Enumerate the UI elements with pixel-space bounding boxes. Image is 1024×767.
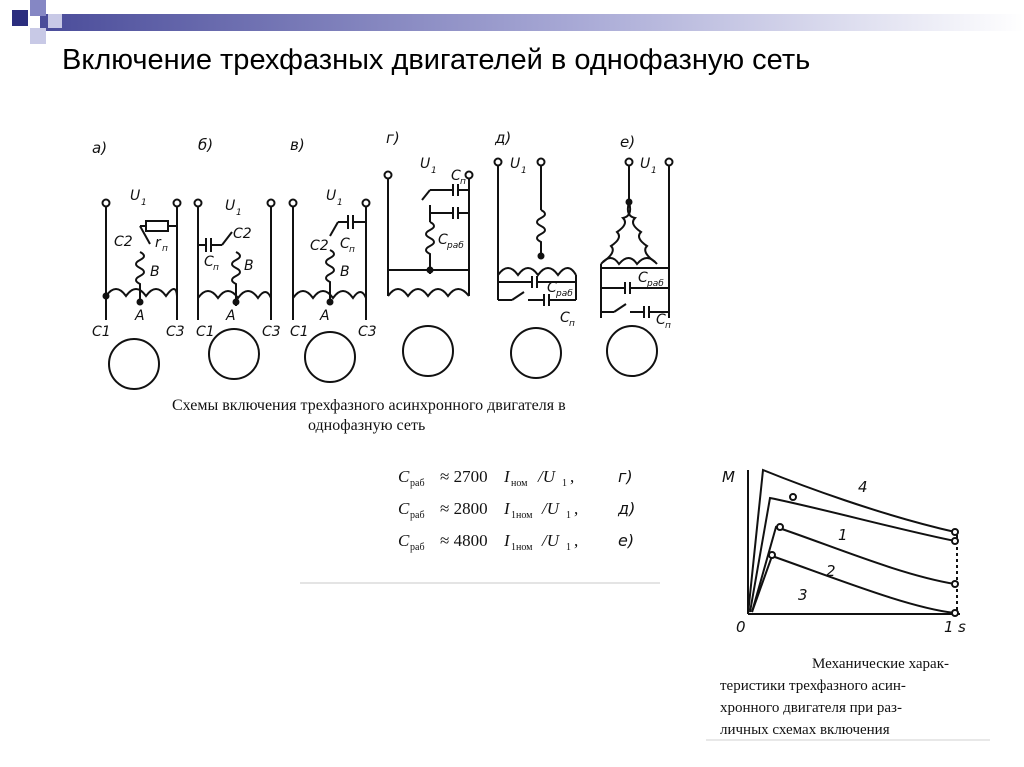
label-a: A	[320, 308, 330, 324]
graph-caption-line2: теристики трехфазного асин-	[720, 678, 906, 694]
svg-text:≈ 4800: ≈ 4800	[440, 531, 488, 550]
label-u1-sub: 1	[141, 198, 147, 208]
svg-text:раб: раб	[410, 478, 425, 489]
svg-text:1: 1	[566, 510, 571, 521]
label-u1: U	[130, 188, 141, 204]
svg-text:C: C	[398, 499, 410, 518]
svg-text:C: C	[398, 467, 410, 486]
label-u1: U	[510, 156, 521, 172]
svg-text:I: I	[504, 531, 510, 550]
svg-text:,: ,	[574, 499, 579, 518]
svg-text:раб: раб	[410, 542, 425, 553]
label-c3: C3	[166, 324, 185, 340]
figure-caption-line2: однофазную сеть	[308, 417, 426, 434]
graph-x-end: 1	[944, 618, 954, 636]
figure-caption-line1: Схемы включения трехфазного асинхронного двигателя в	[172, 397, 566, 414]
label-crab-sub: раб	[447, 241, 464, 251]
label-u1: U	[326, 188, 337, 204]
curve-label-4: 4	[858, 478, 868, 496]
svg-text:I: I	[504, 467, 510, 486]
label-u1-sub: 1	[651, 166, 657, 176]
label-crab: C	[547, 280, 557, 296]
label-cp: C	[560, 310, 570, 326]
label-u1-sub: 1	[337, 198, 343, 208]
svg-text:/U: /U	[538, 467, 555, 486]
svg-text:1: 1	[566, 542, 571, 553]
label-cp-sub: п	[665, 321, 671, 331]
label-u1-sub: 1	[521, 166, 527, 176]
svg-text:раб: раб	[410, 510, 425, 521]
label-cp: C	[451, 168, 461, 184]
label-b: B	[244, 258, 254, 274]
svg-text:1ном: 1ном	[511, 542, 533, 553]
label-cp-sub: п	[460, 177, 466, 187]
label-u1: U	[225, 198, 236, 214]
curve-label-1: 1	[838, 526, 848, 544]
scheme-a	[103, 200, 181, 390]
label-cp: C	[656, 312, 666, 328]
scheme-letter-e: е)	[620, 133, 636, 151]
label-cp-sub: п	[569, 319, 575, 329]
label-a: A	[226, 308, 236, 324]
scheme-letter-b: б)	[198, 136, 214, 154]
label-c3: C3	[262, 324, 281, 340]
formula-d	[398, 499, 635, 521]
graph-y-label: M	[722, 468, 735, 486]
mechanical-characteristics-graph	[748, 470, 960, 616]
label-u1: U	[420, 156, 431, 172]
formula-g	[398, 467, 633, 489]
svg-text:д): д)	[618, 499, 636, 518]
svg-text:е): е)	[618, 531, 635, 550]
svg-text:,: ,	[570, 467, 575, 486]
svg-text:1ном: 1ном	[511, 510, 533, 521]
label-c2: C2	[310, 238, 329, 254]
label-u1-sub: 1	[236, 208, 242, 218]
label-cp-sub: п	[213, 263, 219, 273]
svg-text:I: I	[504, 499, 510, 518]
curve-label-2: 2	[826, 562, 836, 580]
svg-text:≈ 2800: ≈ 2800	[440, 499, 488, 518]
curve-3	[752, 556, 955, 613]
scheme-letter-a: а)	[92, 139, 108, 157]
graph-caption-line1: Механические харак-	[812, 656, 949, 672]
graph-caption-line4: личных схемах включения	[720, 722, 890, 738]
label-c1: C1	[92, 324, 111, 340]
svg-text:г): г)	[618, 467, 633, 486]
label-crab-sub: раб	[556, 289, 573, 299]
label-c2: C2	[114, 234, 133, 250]
label-c1: C1	[290, 324, 309, 340]
label-cp: C	[340, 236, 350, 252]
curve-label-3: 3	[798, 586, 808, 604]
label-u1: U	[640, 156, 651, 172]
graph-x-unit: s	[958, 618, 966, 636]
curve-2	[752, 527, 955, 612]
scheme-letter-v: в)	[290, 136, 305, 154]
label-b: B	[340, 264, 350, 280]
svg-text:/U: /U	[542, 499, 559, 518]
label-u1-sub: 1	[431, 166, 437, 176]
graph-origin: 0	[736, 618, 746, 636]
label-crab: C	[438, 232, 448, 248]
svg-text:1: 1	[562, 478, 567, 489]
label-rp: r	[155, 235, 161, 251]
label-rp-sub: п	[162, 244, 168, 254]
scheme-d	[495, 159, 577, 379]
svg-text:,: ,	[574, 531, 579, 550]
label-b: B	[150, 264, 160, 280]
svg-text:≈ 2700: ≈ 2700	[440, 467, 488, 486]
label-c1: C1	[196, 324, 215, 340]
graph-caption-line3: хронного двигателя при раз-	[720, 700, 902, 716]
curve-4	[748, 470, 955, 614]
scheme-g	[385, 172, 473, 377]
label-c3: C3	[358, 324, 377, 340]
label-crab: C	[638, 270, 648, 286]
scheme-v	[290, 200, 370, 383]
scheme-letter-g: г)	[386, 129, 400, 147]
scheme-e	[601, 159, 673, 377]
label-cp-sub: п	[349, 245, 355, 255]
svg-text:/U: /U	[542, 531, 559, 550]
scheme-letter-d: д)	[495, 129, 512, 147]
formula-e	[398, 531, 634, 553]
label-cp: C	[204, 254, 214, 270]
page-title: Включение трехфазных двигателей в однофазную сеть	[62, 44, 811, 76]
svg-text:ном: ном	[511, 478, 528, 489]
label-a: A	[135, 308, 145, 324]
label-c2: C2	[233, 226, 252, 242]
label-crab-sub: раб	[647, 279, 664, 289]
svg-text:C: C	[398, 531, 410, 550]
